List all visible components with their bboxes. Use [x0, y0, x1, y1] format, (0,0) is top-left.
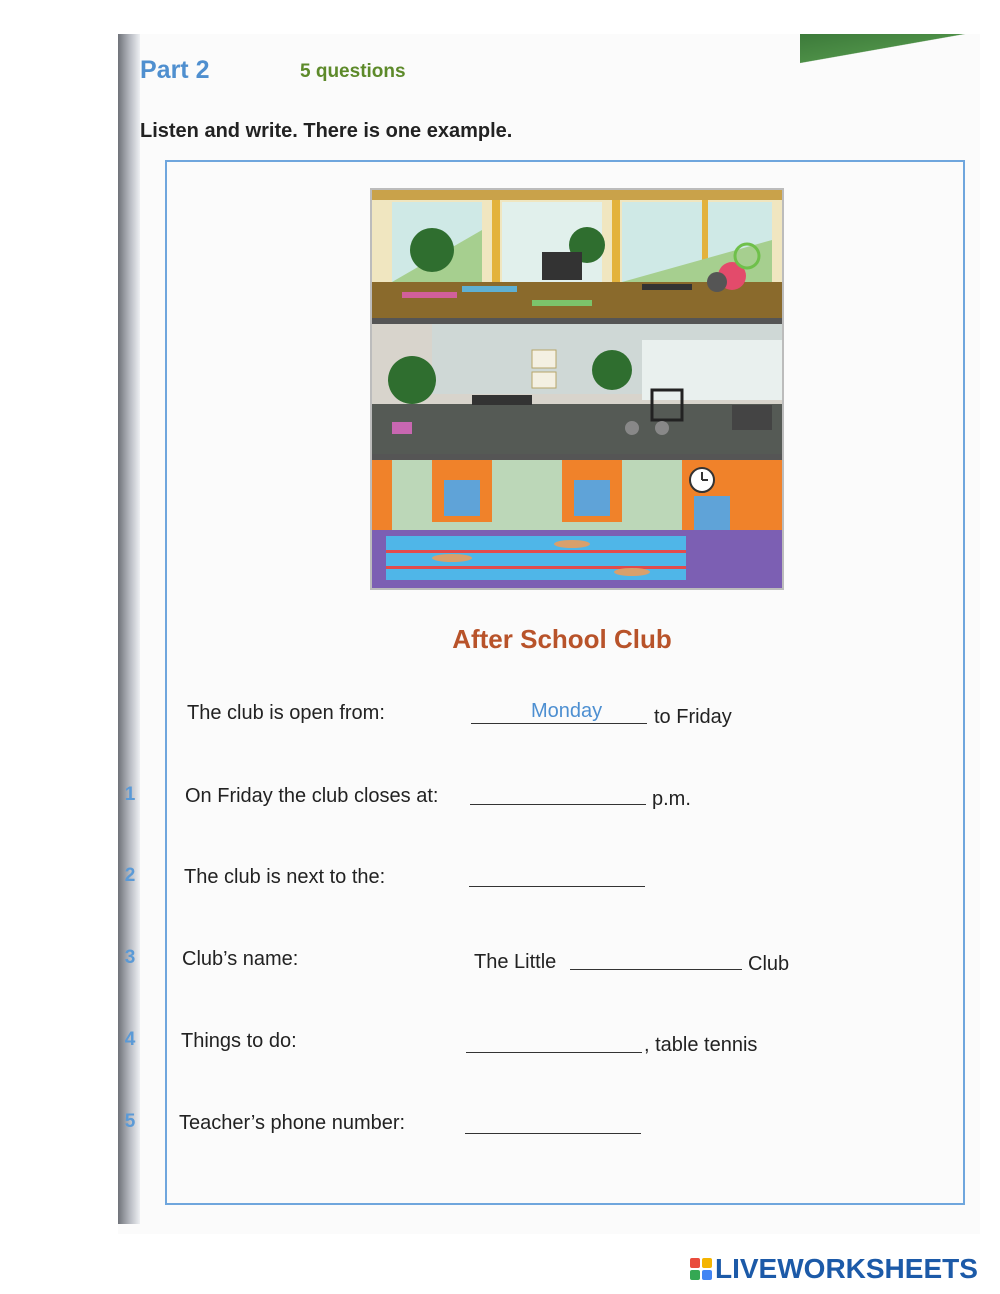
questions-count: 5 questions [300, 61, 406, 82]
gym-illustration [370, 188, 784, 590]
logo-text: LIVEWORKSHEETS [715, 1253, 978, 1284]
question-label: Club’s name: [182, 948, 299, 970]
answer-blank-2[interactable] [469, 886, 645, 887]
logo-square [690, 1258, 700, 1268]
logo-square [702, 1258, 712, 1268]
instruction: Listen and write. There is one example. [140, 120, 513, 142]
exercise-frame-edge [963, 162, 965, 1205]
question-number: 2 [124, 865, 136, 886]
question-label: Teacher’s phone number: [179, 1112, 406, 1134]
question-after-text: Club [748, 953, 790, 975]
example-answer-line [471, 723, 647, 724]
question-number: 5 [124, 1111, 136, 1132]
logo-square [702, 1270, 712, 1280]
answer-blank-1[interactable] [470, 804, 646, 805]
question-label: Things to do: [181, 1030, 297, 1052]
question-number: 1 [124, 784, 136, 805]
cover-corner [800, 34, 980, 74]
example-answer: Monday [531, 700, 603, 722]
club-title: After School Club [452, 624, 672, 654]
example-after-text: to Friday [654, 706, 732, 728]
question-number: 4 [124, 1029, 136, 1050]
liveworksheets-logo[interactable] [690, 1252, 978, 1286]
question-label: On Friday the club closes at: [185, 785, 439, 807]
part-title: Part 2 [140, 56, 210, 84]
answer-blank-3[interactable] [570, 969, 742, 970]
question-number: 3 [124, 947, 136, 968]
liveworksheets-logo-icon [690, 1258, 712, 1280]
example-label: The club is open from: [187, 702, 385, 724]
logo-square [690, 1270, 700, 1280]
answer-blank-5[interactable] [465, 1133, 641, 1134]
question-after-text: , table tennis [644, 1034, 758, 1056]
question-label: The club is next to the: [184, 866, 386, 888]
question-before-text: The Little [474, 951, 557, 973]
question-after-text: p.m. [652, 788, 691, 810]
answer-blank-4[interactable] [466, 1052, 642, 1053]
